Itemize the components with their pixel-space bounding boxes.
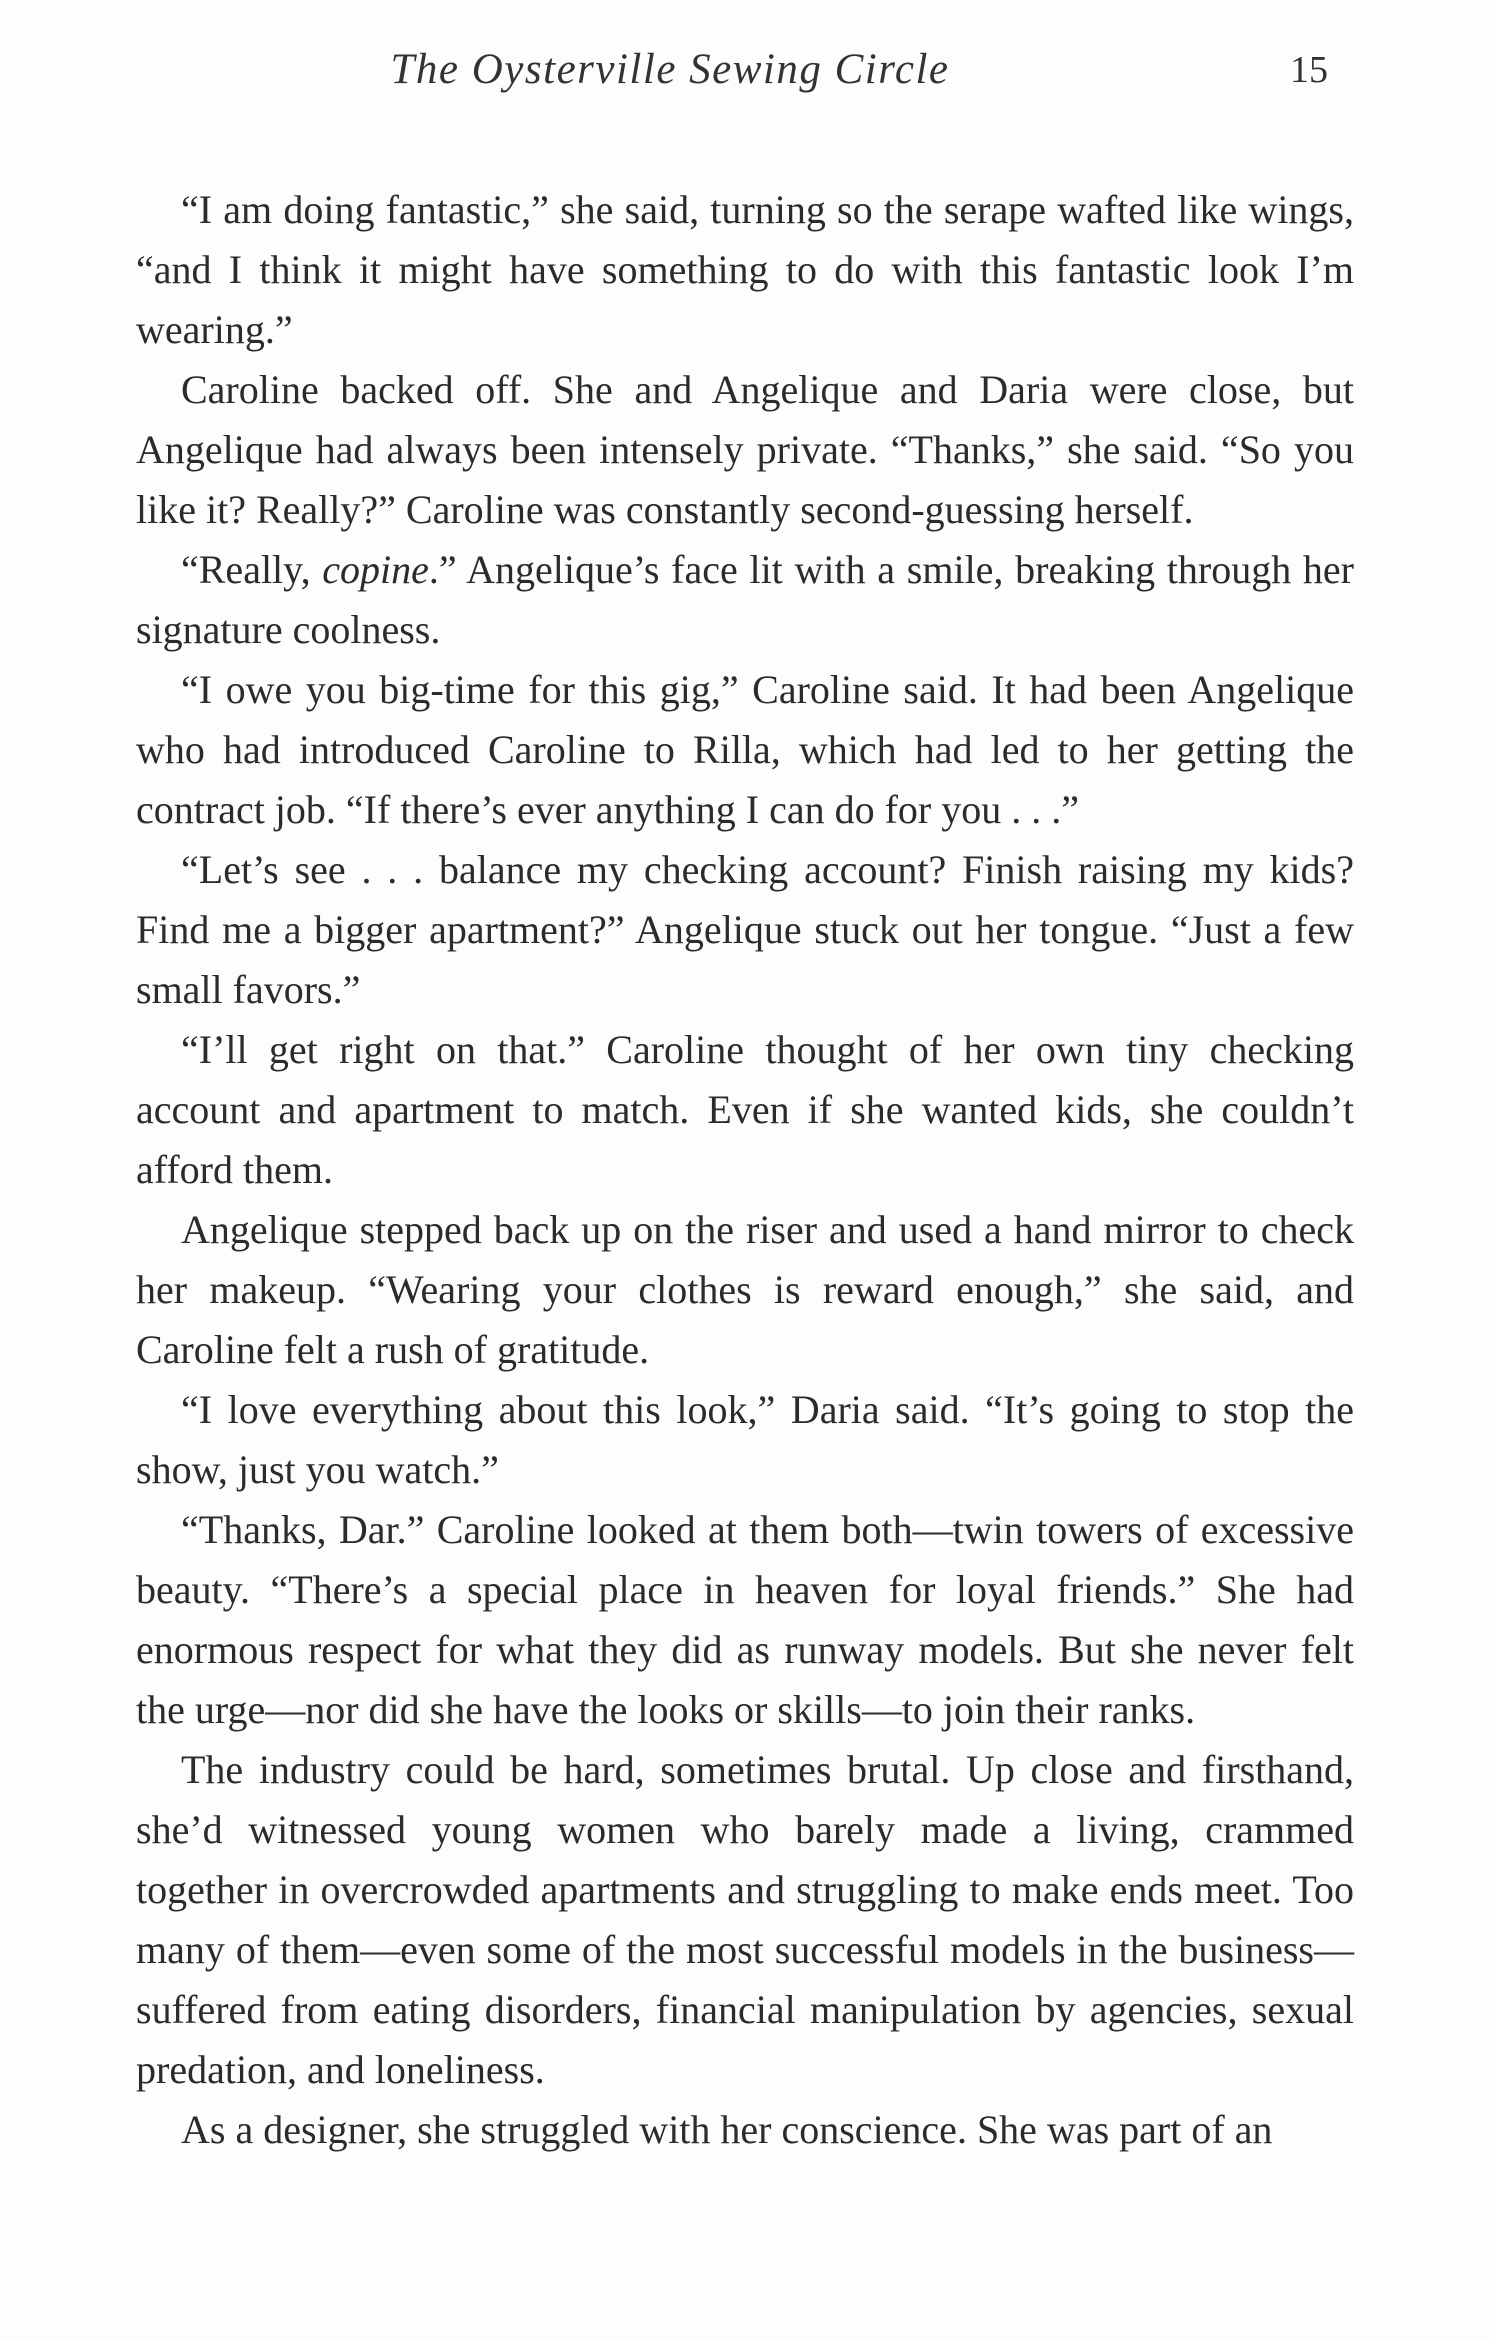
paragraph: “I love everything about this look,” Daria said. “It’s going to stop the show, just you watch.”: [136, 1387, 1354, 1492]
paragraph-text: .” Angelique’s face lit with a smile, breaking through her signature coolness.: [136, 547, 1354, 652]
paragraph: “I am doing fantastic,” she said, turning so the serape wafted like wings, “and I think it might have something to do with this fantastic look I’m wearing.”: [136, 187, 1354, 352]
paragraph: Caroline backed off. She and Angelique and Daria were close, but Angelique had always been intensely private. “Thanks,” she said. “So you like it? Really?” Caroline was constantly second-guessing herself.: [136, 367, 1354, 532]
paragraph-text: “Really,: [181, 547, 323, 592]
paragraph: [136, 540, 1354, 660]
paragraph: “I’ll get right on that.” Caroline thought of her own tiny checking account and apartment to match. Even if she wanted kids, she couldn’t afford them.: [136, 1027, 1354, 1192]
paragraph: “Thanks, Dar.” Caroline looked at them both—twin towers of excessive beauty. “There’s a special place in heaven for loyal friends.” She had enormous respect for what they did as runway models. But she never felt the urge—nor did she have the looks or skills—to join their ranks.: [136, 1507, 1354, 1732]
paragraph: “Let’s see . . . balance my checking account? Finish raising my kids? Find me a bigger apartment?” Angelique stuck out her tongue. “Just a few small favors.”: [136, 847, 1354, 1012]
book-title: The Oysterville Sewing Circle: [390, 46, 950, 93]
paragraph: As a designer, she struggled with her conscience. She was part of an: [181, 2107, 1273, 2152]
body-text: [136, 180, 1354, 2160]
italic-word: copine: [322, 547, 429, 592]
page-number: 15: [1290, 49, 1328, 91]
running-head: [0, 40, 1495, 100]
paragraph: Angelique stepped back up on the riser and used a hand mirror to check her makeup. “Wearing your clothes is reward enough,” she said, and Caroline felt a rush of gratitude.: [136, 1207, 1354, 1372]
paragraph: “I owe you big-time for this gig,” Caroline said. It had been Angelique who had introduced Caroline to Rilla, which had led to her getting the contract job. “If there’s ever anything I can do for you . . .”: [136, 667, 1354, 832]
paragraph: The industry could be hard, sometimes brutal. Up close and firsthand, she’d witnessed young women who barely made a living, crammed together in overcrowded apartments and struggling to make ends meet. Too many of them—even some of the most successful models in the business—suffered from eating disorders, financial manipulation by agencies, sexual predation, and loneliness.: [136, 1747, 1354, 2092]
